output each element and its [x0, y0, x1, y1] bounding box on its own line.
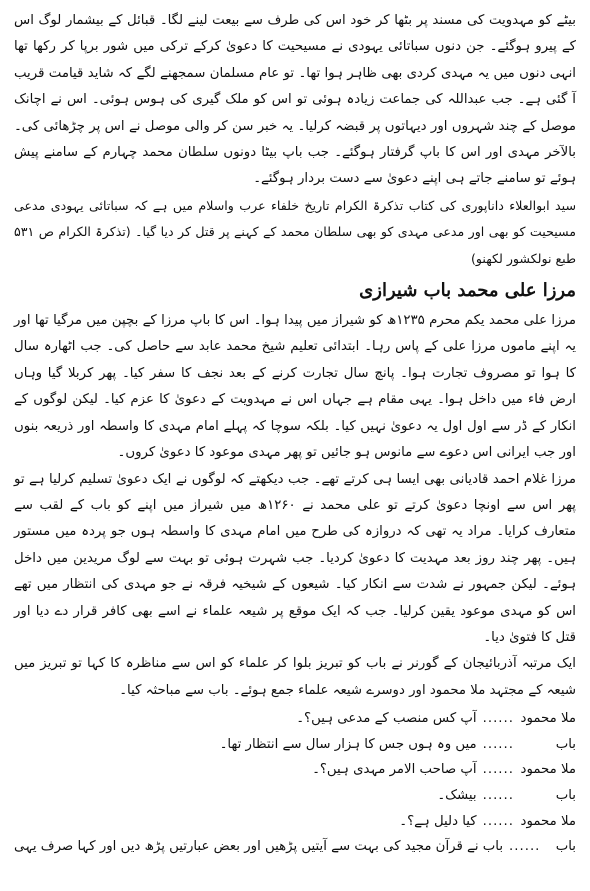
speaker-name: باب — [555, 839, 576, 855]
dialogue-line — [14, 809, 576, 835]
dialogue-dots: ...... — [482, 711, 514, 727]
paragraph: ایک مرتبہ آذربائیجان کے گورنر نے باب کو تبریز بلوا کر علماء کو اس سے مناظرہ کا کہا تو تبریز میں شیعہ کے مجتہد ملا محمود اور دوسرے شیعہ علماء جمع ہوئے۔ باب سے مباحثہ کیا۔ — [14, 656, 576, 698]
dialogue-line — [14, 783, 576, 809]
dialogue-text: آپ کس منصب کے مدعی ہیں؟۔ — [296, 711, 477, 727]
speaker-name: ملا محمود — [520, 762, 576, 778]
dialogue-line — [14, 706, 576, 732]
paragraph: بیٹے کو مہدویت کی مسند پر بٹھا کر خود اس کی طرف سے بیعت لینے لگا۔ قبائل کے بیشمار لوگ اس کے پیرو ہوگئے۔ جن دنوں سباتائی یہودی نے مسیحیت کا دعویٰ کرکے ترکی میں شور برپا کر رکھا تھا انہی دنوں میں یہ مہدی کردی بھی ظاہر ہوا تھا۔ تو عام مسلمان سمجھنے لگے کہ شاید قیامت قریب آ گئی ہے۔ جب عبداللہ کی جماعت زیادہ ہوئی تو اس کو ملک گیری کی ہوس ہوئی۔ اس نے اچانک موصل کے چند شہروں اور دیہاتوں پر قبضہ کرلیا۔ یہ خبر سن کر والی موصل نے اس پر چڑھائی کی۔ بالآخر مہدی اور اس کا باپ گرفتار ہوگئے۔ جب باپ بیٹا دونوں سلطان محمد چہارم کے سامنے پیش ہوئے تو سامنے جاتے ہی اپنے دعویٰ سے دست بردار ہوگئے۔ — [14, 13, 576, 187]
dialogue-line — [14, 732, 576, 758]
speaker-name: ملا محمود — [520, 813, 576, 829]
dialogue-text: باب نے قرآن مجید کی بہت سے آیتیں پڑھیں اور بعض عبارتیں پڑھ دیں اور کہا صرف یہی — [14, 839, 504, 855]
dialogue — [14, 706, 576, 860]
speaker-name: باب — [555, 787, 576, 803]
dialogue-dots: ...... — [482, 736, 514, 752]
dialogue-dots: ...... — [482, 762, 514, 778]
dialogue-text: میں وہ ہوں جس کا ہزار سال سے انتظار تھا۔ — [219, 736, 477, 752]
dialogue-dots: ...... — [482, 813, 514, 829]
dialogue-dots: ...... — [509, 839, 541, 855]
dialogue-text: بیشک۔ — [437, 787, 477, 803]
citation-paragraph: سید ابوالعلاء داناپوری کی کتاب تذکرۃ الکرام تاریخ خلفاء عرب واسلام میں ہے کہ سباتائی یہودی مدعی مسیحیت کو بھی اور مدعی مہدی کو بھی سلطان محمد کے کہنے پر قتل کر دیا گیا۔ (تذکرۃ الکرام ص ۵۳۱ طبع نولکشور لکھنو) — [14, 197, 576, 266]
paragraph: مرزا علی محمد یکم محرم ۱۲۳۵ھ کو شیراز میں پیدا ہوا۔ اس کا باپ مرزا کے بچپن میں مرگیا تھا اور یہ اپنے ماموں مرزا علی کے پاس رہا۔ ابتدائی تعلیم شیخ محمد عابد سے حاصل کی۔ جب اٹھارہ سال کا ہوا تو مصروف تجارت ہوا۔ پانچ سال تجارت کرنے کے بعد نجف کا سفر کیا۔ پھر کربلا گیا وہاں ارض فاء میں داخل ہوا۔ یہی مقام ہے جہاں اس نے مہدویت کے دعویٰ کا عزم کیا۔ لیکن لوگوں کے انکار کے ڈر سے اول اول یہ دعویٰ نہیں کیا۔ بلکہ سوچا کہ پہلے امام مہدی کا واسطہ اور ذریعہ بنوں اور جب ایرانی اس دعوے سے مانوس ہو جائیں تو پھر مہدی موعود کا دعویٰ کروں۔ — [14, 313, 577, 461]
dialogue-text: آپ صاحب الامر مہدی ہیں؟۔ — [312, 762, 477, 778]
dialogue-line — [14, 834, 576, 860]
section-heading: مرزا علی محمد باب شیرازی — [359, 280, 576, 302]
dialogue-dots: ...... — [482, 787, 514, 803]
dialogue-line — [14, 757, 576, 783]
speaker-name: باب — [555, 736, 576, 752]
speaker-name: ملا محمود — [520, 711, 576, 727]
dialogue-text: کیا دلیل ہے؟۔ — [399, 813, 477, 829]
paragraph: مرزا غلام احمد قادیانی بھی ایسا ہی کرتے تھے۔ جب دیکھتے کہ لوگوں نے ایک دعویٰ تسلیم کرلیا ہے تو پھر اس سے اونچا دعویٰ کرتے تو علی محمد نے ۱۲۶۰ھ میں شیراز میں اپنے کو باب کے لقب سے متعارف کرایا۔ مراد یہ تھی کہ دروازہ کی طرح میں امام مہدی کا واسطہ ہوں جو پردہ میں مستور ہیں۔ پھر چند روز بعد مہدیت کا دعویٰ کردیا۔ جب شہرت ہوئی تو بہت سے لوگ مریدین میں داخل ہوئے۔ لیکن جمہور نے شدت سے انکار کیا۔ شیعوں کے شیخیہ فرقہ نے جو مہدی کی انتظار میں تھے اس کو مہدی موعود یقین کرلیا۔ جب کہ ایک موقع پر شیعہ علماء نے اسے بھی کافر قرار دے دیا اور قتل کا فتویٰ دیا۔ — [14, 471, 576, 645]
